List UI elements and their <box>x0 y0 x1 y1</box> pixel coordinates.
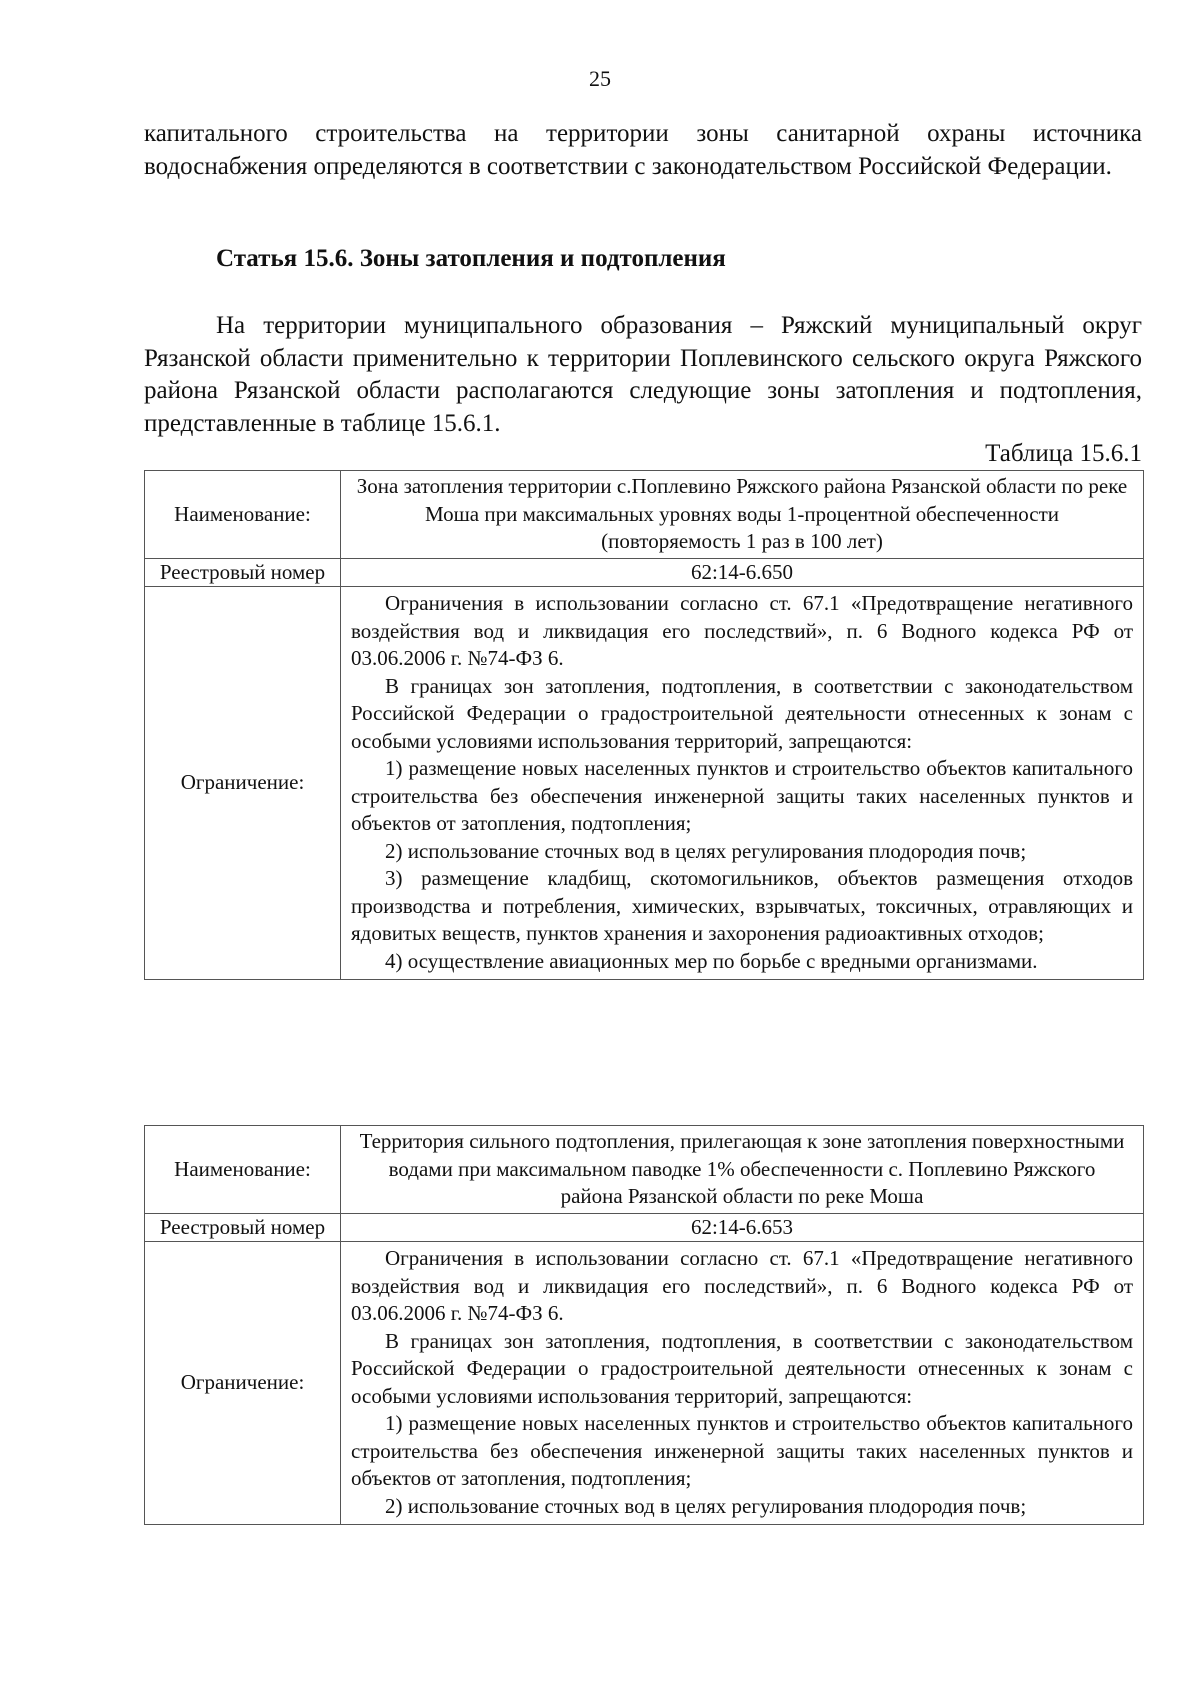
registry-value: 62:14-6.650 <box>341 558 1144 587</box>
limit-text <box>341 587 1144 980</box>
limit-paragraph: Ограничения в использовании согласно ст. 67.1 «Предотвращение негативного воздействия вод и ликвидация его последствий», п. 6 Водного кодекса РФ от 03.06.2006 г. №74-ФЗ 6. <box>351 591 1133 670</box>
name-label: Наименование: <box>145 1126 341 1214</box>
table-row <box>145 558 1144 587</box>
zone-table-flooding <box>144 470 1144 980</box>
limit-paragraph: 2) использование сточных вод в целях регулирования плодородия почв; <box>385 838 1027 863</box>
article-heading: Статья 15.6. Зоны затопления и подтопления <box>216 245 726 272</box>
name-value: Зона затопления территории с.Поплевино Ряжского района Рязанской области по реке Моша при максимальных уровнях воды 1-процентной обеспеченности (повторяемость 1 раз в 100 лет) <box>341 471 1144 559</box>
table-row <box>145 1213 1144 1242</box>
limit-paragraph: 3) размещение кладбищ, скотомогильников, объектов размещения отходов производства и потребления, химических, взрывчатых, токсичных, отравляющих и ядовитых веществ, пунктов хранения и захоронения радиоактивных отходов; <box>351 866 1133 945</box>
limit-paragraph: 1) размещение новых населенных пунктов и строительство объектов капитального строительства без обеспечения инженерной защиты таких населенных пунктов и объектов от затопления, подтопления; <box>351 1411 1133 1490</box>
limit-text <box>341 1242 1144 1525</box>
table-row <box>145 587 1144 980</box>
limit-label: Ограничение: <box>145 1242 341 1525</box>
page-number: 25 <box>589 66 611 91</box>
body-paragraph: На территории муниципального образования – Ряжский муниципальный округ Рязанской области применительно к территории Поплевинского сельского округа Ряжского района Рязанской области располагаются следующие зоны затопления и подтопления, представленные в таблице 15.6.1. <box>144 312 1142 437</box>
limit-paragraph: В границах зон затопления, подтопления, в соответствии с законодательством Российской Федерации о градостроительной деятельности отнесенных к зонам с особыми условиями использования территорий, запрещаются: <box>351 673 1133 753</box>
name-label: Наименование: <box>145 471 341 559</box>
table-row <box>145 1126 1144 1214</box>
limit-paragraph: 4) осуществление авиационных мер по борьбе с вредными организмами. <box>385 948 1038 973</box>
table-row <box>145 1242 1144 1525</box>
limit-paragraph: 1) размещение новых населенных пунктов и строительство объектов капитального строительства без обеспечения инженерной защиты таких населенных пунктов и объектов от затопления, подтопления; <box>351 756 1133 835</box>
table-caption: Таблица 15.6.1 <box>985 440 1142 467</box>
limit-label: Ограничение: <box>145 587 341 980</box>
limit-paragraph: Ограничения в использовании согласно ст. 67.1 «Предотвращение негативного воздействия вод и ликвидация его последствий», п. 6 Водного кодекса РФ от 03.06.2006 г. №74-ФЗ 6. <box>351 1246 1133 1325</box>
limit-paragraph: В границах зон затопления, подтопления, в соответствии с законодательством Российской Федерации о градостроительной деятельности отнесенных к зонам с особыми условиями использования территорий, запрещаются: <box>351 1328 1133 1408</box>
name-value: Территория сильного подтопления, прилегающая к зоне затопления поверхностными водами при максимальном паводке 1% обеспеченности с. Поплевино Ряжского района Рязанской области по реке Моша <box>341 1126 1144 1214</box>
registry-label: Реестровый номер <box>145 1213 341 1242</box>
limit-paragraph: 2) использование сточных вод в целях регулирования плодородия почв; <box>385 1493 1027 1518</box>
registry-value: 62:14-6.653 <box>341 1213 1144 1242</box>
intro-paragraph: капитального строительства на территории зоны санитарной охраны источника водоснабжения определяются в соответствии с законодательством Российской Федерации. <box>144 120 1142 180</box>
zone-table-underflooding <box>144 1125 1144 1525</box>
registry-label: Реестровый номер <box>145 558 341 587</box>
table-row <box>145 471 1144 559</box>
